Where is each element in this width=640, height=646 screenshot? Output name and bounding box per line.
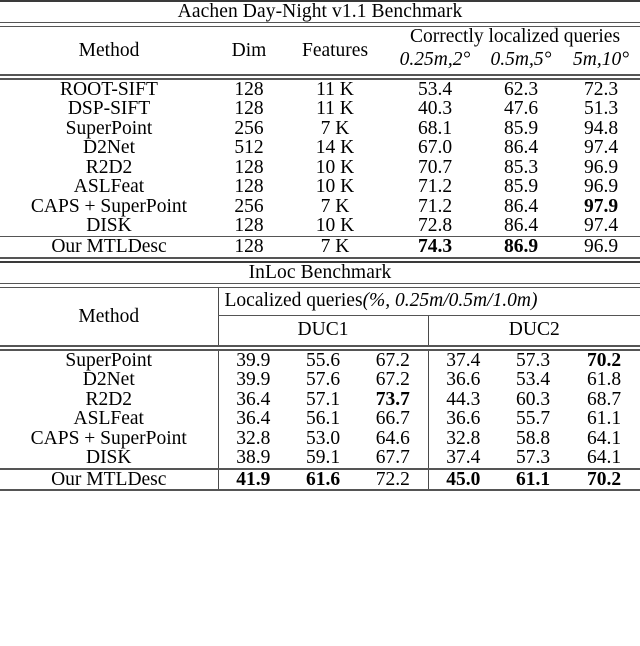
cell-score-1: 67.0 (417, 137, 453, 159)
cell-duc2-2: 57.3 (515, 447, 551, 469)
table-row-highlight (0, 237, 640, 257)
table1-col-dim: Dim (231, 39, 267, 61)
table2-final-row-table (0, 470, 640, 490)
cell-duc1-3: 67.2 (375, 349, 410, 371)
cell-duc2-ours-2: 61.1 (515, 468, 551, 490)
table-row-highlight (0, 470, 640, 490)
table-row (0, 370, 640, 390)
table2-header-row-1 (0, 288, 640, 315)
cell-score-3: 97.4 (583, 215, 619, 237)
cell-score-2: 86.4 (503, 137, 539, 159)
cell-score-3: 97.9 (583, 195, 619, 217)
cell-method: D2Net (82, 369, 135, 391)
cell-duc2-1: 37.4 (428, 351, 498, 371)
table1-col-method: Method (78, 39, 140, 61)
cell-duc1-3: 66.7 (375, 408, 410, 430)
table1-header-row-1 (0, 27, 640, 49)
table2-header (0, 288, 640, 345)
cell-duc2-1: 36.6 (428, 370, 498, 390)
cell-duc2-3: 64.1 (586, 447, 622, 469)
cell-duc2-2: 53.4 (515, 369, 551, 391)
table2-caption-row (0, 263, 640, 283)
cell-score-1: 71.2 (417, 176, 453, 198)
cell-duc1-2: 55.6 (305, 349, 341, 371)
table-row (0, 409, 640, 429)
cell-duc1-3: 67.2 (375, 369, 410, 391)
cell-duc1-ours-3: 72.2 (375, 468, 410, 490)
cell-features: 10 K (315, 215, 355, 237)
cell-duc2-3: 68.7 (586, 388, 622, 410)
cell-score-2: 85.3 (503, 156, 539, 178)
cell-duc1-3: 64.6 (375, 427, 410, 449)
table2-caption-table (0, 263, 640, 283)
cell-duc1-2: 57.6 (305, 369, 341, 391)
cell-method: DSP-SIFT (67, 98, 151, 120)
cell-duc1-2: 59.1 (305, 447, 341, 469)
cell-method: SuperPoint (65, 117, 153, 139)
cell-dim: 128 (234, 215, 264, 237)
cell-duc1-ours-1: 41.9 (218, 470, 288, 490)
cell-duc2-1: 32.8 (428, 429, 498, 449)
cell-dim: 128 (234, 156, 264, 178)
table-row (0, 429, 640, 449)
cell-method: R2D2 (85, 388, 133, 410)
cell-duc1-ours-2: 61.6 (305, 468, 341, 490)
cell-duc2-ours-1: 45.0 (428, 470, 498, 490)
table2-group-header-range: (%, 0.25m/0.5m/1.0m) (362, 290, 538, 312)
cell-duc1-1: 39.9 (218, 370, 288, 390)
cell-dim-ours: 128 (234, 236, 264, 258)
cell-duc2-2: 60.3 (515, 388, 551, 410)
cell-score-1: 53.4 (417, 78, 453, 100)
cell-duc1-1: 36.4 (218, 390, 288, 410)
table2-group-header-main: Localized queries (224, 290, 363, 312)
cell-duc2-1: 44.3 (428, 390, 498, 410)
cell-duc1-2: 57.1 (305, 388, 341, 410)
table1-header (0, 27, 640, 74)
inloc-benchmark-table (0, 263, 640, 491)
cell-features: 10 K (315, 176, 355, 198)
table2-subgroup-duc1: DUC1 (218, 315, 428, 345)
cell-method: DISK (86, 215, 132, 237)
cell-score-ours-2: 86.9 (503, 236, 539, 258)
cell-method-ours: Our MTLDesc (51, 236, 167, 258)
table1-caption: Aachen Day-Night v1.1 Benchmark (177, 1, 463, 22)
cell-score-3: 96.9 (583, 156, 619, 178)
cell-method: ROOT-SIFT (60, 78, 158, 100)
table-row (0, 99, 640, 119)
table-row (0, 448, 640, 468)
cell-dim: 128 (234, 78, 264, 100)
cell-method: D2Net (83, 137, 135, 159)
table-row (0, 390, 640, 410)
table-row (0, 80, 640, 100)
cell-duc2-1: 37.4 (428, 448, 498, 468)
table-row (0, 119, 640, 139)
cell-duc2-2: 57.3 (515, 349, 551, 371)
cell-features: 11 K (316, 98, 354, 120)
cell-dim: 256 (234, 195, 264, 217)
cell-features: 7 K (320, 195, 350, 217)
table2-caption: InLoc Benchmark (248, 262, 392, 284)
cell-score-3: 94.8 (583, 117, 619, 139)
table2-col-method: Method (78, 306, 140, 327)
table2-subgroup-duc2: DUC2 (428, 315, 640, 345)
cell-score-2: 62.3 (503, 78, 539, 100)
cell-dim: 128 (234, 98, 264, 120)
cell-method: SuperPoint (65, 349, 153, 371)
cell-score-3: 51.3 (583, 98, 619, 120)
cell-score-2: 47.6 (503, 98, 539, 120)
cell-dim: 512 (234, 137, 264, 159)
table1-caption-table (0, 2, 640, 22)
cell-method: R2D2 (85, 156, 133, 178)
cell-duc1-1: 39.9 (218, 351, 288, 371)
cell-features: 10 K (315, 156, 355, 178)
cell-duc2-3: 61.8 (586, 369, 622, 391)
cell-duc2-2: 58.8 (515, 427, 551, 449)
table1-body (0, 80, 640, 236)
table1-subheader-3: 5m,10° (573, 48, 630, 70)
cell-features: 7 K (320, 117, 350, 139)
cell-score-2: 85.9 (503, 176, 539, 198)
table1-final-row-table (0, 237, 640, 257)
table1-subheader-1: 0.25m,2° (399, 48, 471, 70)
cell-duc1-1: 38.9 (218, 448, 288, 468)
cell-score-2: 85.9 (503, 117, 539, 139)
table-row (0, 197, 640, 217)
table1-caption-row (0, 2, 640, 22)
cell-score-ours-3: 96.9 (583, 236, 619, 258)
table2-body (0, 351, 640, 468)
cell-dim: 128 (234, 176, 264, 198)
cell-duc1-2: 53.0 (305, 427, 341, 449)
cell-score-3: 97.4 (583, 137, 619, 159)
table-row (0, 138, 640, 158)
table-row (0, 351, 640, 371)
cell-features-ours: 7 K (320, 236, 350, 258)
aachen-benchmark-table (0, 0, 640, 263)
cell-method: CAPS + SuperPoint (30, 427, 187, 449)
cell-method: ASLFeat (73, 176, 145, 198)
cell-duc2-1: 36.6 (428, 409, 498, 429)
cell-duc2-ours-3: 70.2 (586, 468, 622, 490)
cell-method-ours: Our MTLDesc (51, 468, 167, 490)
table-row (0, 177, 640, 197)
table-row (0, 158, 640, 178)
table2-group-header (218, 288, 640, 315)
cell-features: 11 K (316, 78, 354, 100)
table1-group-header: Correctly localized queries (409, 26, 621, 48)
cell-score-1: 68.1 (417, 117, 453, 139)
cell-features: 14 K (315, 137, 355, 159)
cell-duc2-3: 61.1 (586, 408, 622, 430)
table1-col-features: Features (301, 39, 369, 61)
cell-duc2-3: 70.2 (586, 349, 622, 371)
cell-duc1-3: 67.7 (375, 447, 410, 469)
cell-duc1-1: 36.4 (218, 409, 288, 429)
cell-score-2: 86.4 (503, 215, 539, 237)
table-row (0, 216, 640, 236)
cell-duc1-2: 56.1 (305, 408, 341, 430)
cell-dim: 256 (234, 117, 264, 139)
cell-score-1: 40.3 (417, 98, 453, 120)
cell-duc2-2: 55.7 (515, 408, 551, 430)
cell-duc1-3: 73.7 (375, 388, 410, 410)
cell-score-3: 96.9 (583, 176, 619, 198)
cell-score-ours-1: 74.3 (417, 236, 453, 258)
cell-score-1: 70.7 (417, 156, 453, 178)
cell-method: CAPS + SuperPoint (30, 195, 188, 217)
cell-duc1-1: 32.8 (218, 429, 288, 449)
cell-score-1: 71.2 (417, 195, 453, 217)
cell-score-3: 72.3 (583, 78, 619, 100)
cell-method: DISK (85, 447, 132, 469)
cell-score-2: 86.4 (503, 195, 539, 217)
table1-subheader-2: 0.5m,5° (490, 48, 552, 70)
cell-score-1: 72.8 (417, 215, 453, 237)
cell-duc2-3: 64.1 (586, 427, 622, 449)
cell-method: ASLFeat (73, 408, 144, 430)
